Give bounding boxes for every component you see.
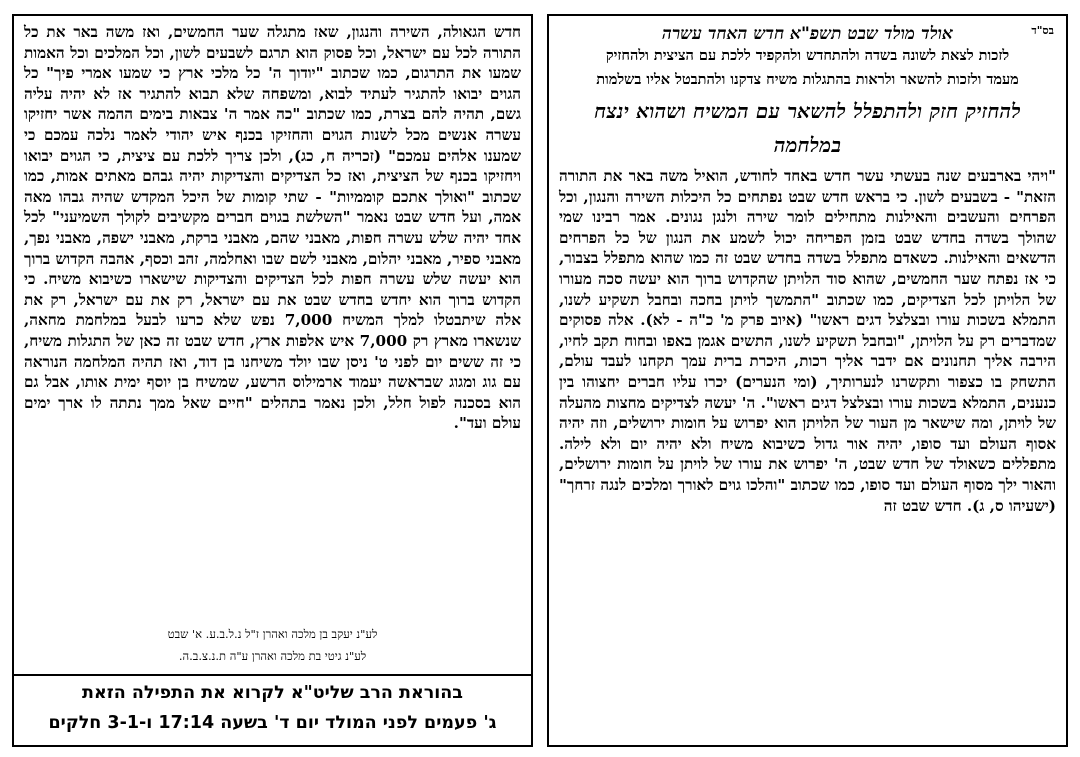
instruction-line-2: ג' פעמים לפני המולד יום ד' בשעה 17:14 ו-3-1 חלקים [48,713,497,733]
intro-heading-line-1: לזכות לצאת לשונה בשדה ולהתחדש ולהקפיד ללכת עם הציצית ולהחזיק [605,47,1010,64]
dedication-line-1: לע"נ יעקב בן מלכה ואהרן ז"ל נ.ל.ב.ע. א' שבט [167,627,378,641]
right-body-text: "ויהי בארבעים שנה בעשתי עשר חדש באחד לחודש, הואיל משה באר את התורה הזאת" - בשבעים לשון. כי בראש חדש שבט נפתחים כל היכלות השירה והנגון, וכל הפרחים והעשבים והאילנות מתחילים לומר שירה ולנגן נגונים. אמר רבינו שמי שהולך בשדה בחדש שבט בזמן הפריחה יכול לשמע את הנגון של כל הפרחים הדשאים והאילנות. כשאדם מתפלל בשדה בחדש שבט זה כמו שהוא מתפלל בצבור, כי אז נפתח שער החמשים, שהוא סוד הלויתן שהקדוש ברוך הוא יעשה סכה מעורו של הלויתן לכל הצדיקים, כמו שכתוב "התמשך לויתן בחכה ובחבל תשקיע לשנו, התמלא בשכות עורו ובצלצל דגים ראשו" (איוב פרק מ' כ"ה - לא). אלה פסוקים שמדברים רק על הלויתן, "ובחבל תשקיע לשנו, התשים אגמן באפו ובחוח תקב לחיו, הירבה אליך תחנונים אם ידבר אליך רכות, היכרת ברית עמך תקחנו לעבד עולם, התשחק בו כצפור ותקשרנו לנערותיך, (ומי הנערים) יכרו עליו חברים יחצוהו בין כנענים, התמלא בשכות עורו ובצלצל דגים ראשו". ה' יעשה לצדיקים מחצות מהעלה של לויתן, ומה שישאר מן העור של הלויתן הוא יפרוש על חומות ירושלים, וזה יהיה אסוף העולם ועד סופו, יהיה אור גדול כשיבוא משיח ולא יהיה יום ולא לילה. מתפללים כשאולד של חדש שבט, ה' יפרוש את עורו של לויתן על חומות ירושלים, והאור ילך מסוף העולם ועד סופו, כמו שכתוב "והלכו גוים לאורך ומלכים לנגה זרחך" (ישעיהו ס, ג). חדש שבט זה [559,167,1056,515]
right-page-content [549,16,1066,522]
left-body-text: חדש הגאולה, השירה והנגון, שאז מתגלה שער החמשים, ואז משה באר את כל התורה לכל עם ישראל, וכל פסוק הוא תרגם לשבעים לשון, וכל המלכים וכל האמות שמעו את התרגום, כמו שכתוב "יודוך ה' כל מלכי ארץ כי שמעו אמרי פיך" כל הגוים יבואו להתגיר לעתיד לבוא, ומשפחה שלא תבוא להתגיר אז לא יהיה עליה גשם, תהיה להם בצרת, כמו שכתוב "כה אמר ה' צבאות בימים ההמה אשר יחזיקו עשרה אנשים מכל לשנות הגוים והחזיקו בכנף איש יהודי לאמר נלכה עמכם כי שמענו אלהים עמכם" (זכריה ח, כג), ולכן צריך ללכת עם ציצית, כי הגוים יבואו ויחזיקו בכנף של הציצית, ואז כל הצדיקים והצדיקות יהיה גבהם מאתים אמות, כמו שכתוב "ואולך אתכם קוממיות" - שתי קומות של היכל המקדש שהיה גבהו מאה אמה, ועל חדש שבט נאמר "השלשת בגוים חברים מקשיבים לקולך השמיעני" לכל אחד יהיה שלש עשרה חפות, מאבני שהם, מאבני ברקת, מאבני ישפה, מאבני נפך, מאבני ספיר, מאבני יהלום, מאבני לשם שבו ואחלמה, זהב וכסף, אהבה הקדוש ברוך הוא יעשה שלש עשרה חפות לכל הצדיקים והצדיקות שישארו כשיבוא משיח. כי הקדוש ברוך הוא יחדש בחדש שבט את עם ישראל, רק את עם ישראל, רק את אלה שיתבטלו למלך המשיח 7,000 נפש שלא כרעו לבעל במלחמת מחאה, שנשארו מארץ רק 7,000 איש אלפות ארץ, חדש שבט זה כאן של התגלות משיח, כי זה ששים יום לפני ט' ניסן שבו יולד משיחנו בן דוד, ואז תהיה המלחמה הנוראה עם גוג ומגוג שבראשה יעמוד ארמילוס הרשע, שמשיח בן יוסף ימית אותו, אבל גם הוא בסכנה לפול חלל, ולכן נאמר בתהלים "חיים שאל ממך נתתה לו ארך ימים עולם ועד". [24,23,521,433]
prayer-title: להחזיק חזק ולהתפלל להשאר עם המשיח ושהוא ינצח במלחמה [594,99,1021,157]
intro-heading-line-2: מעמד ולזכות להשאר ולראות בהתגלות משיח צדקנו ולהתבטל אליו בשלמות [596,71,1019,88]
dedication-line-2: לע"נ גיטי בת מלכה ואהרן ע"ה ת.נ.צ.ב.ה. [178,649,367,663]
left-page-content [14,16,531,440]
right-page-panel [547,14,1068,747]
left-page-panel [12,14,533,747]
instruction-line-1: בהוראת הרב שליט"א לקרוא את התפילה הזאת [82,683,463,703]
bsd-mark: בס"ד [1031,24,1054,37]
date-heading: אולד מולד שבט תשפ"א חדש האחד עשרה [662,24,953,44]
footer-divider [14,674,531,676]
instruction-footer [14,678,531,745]
